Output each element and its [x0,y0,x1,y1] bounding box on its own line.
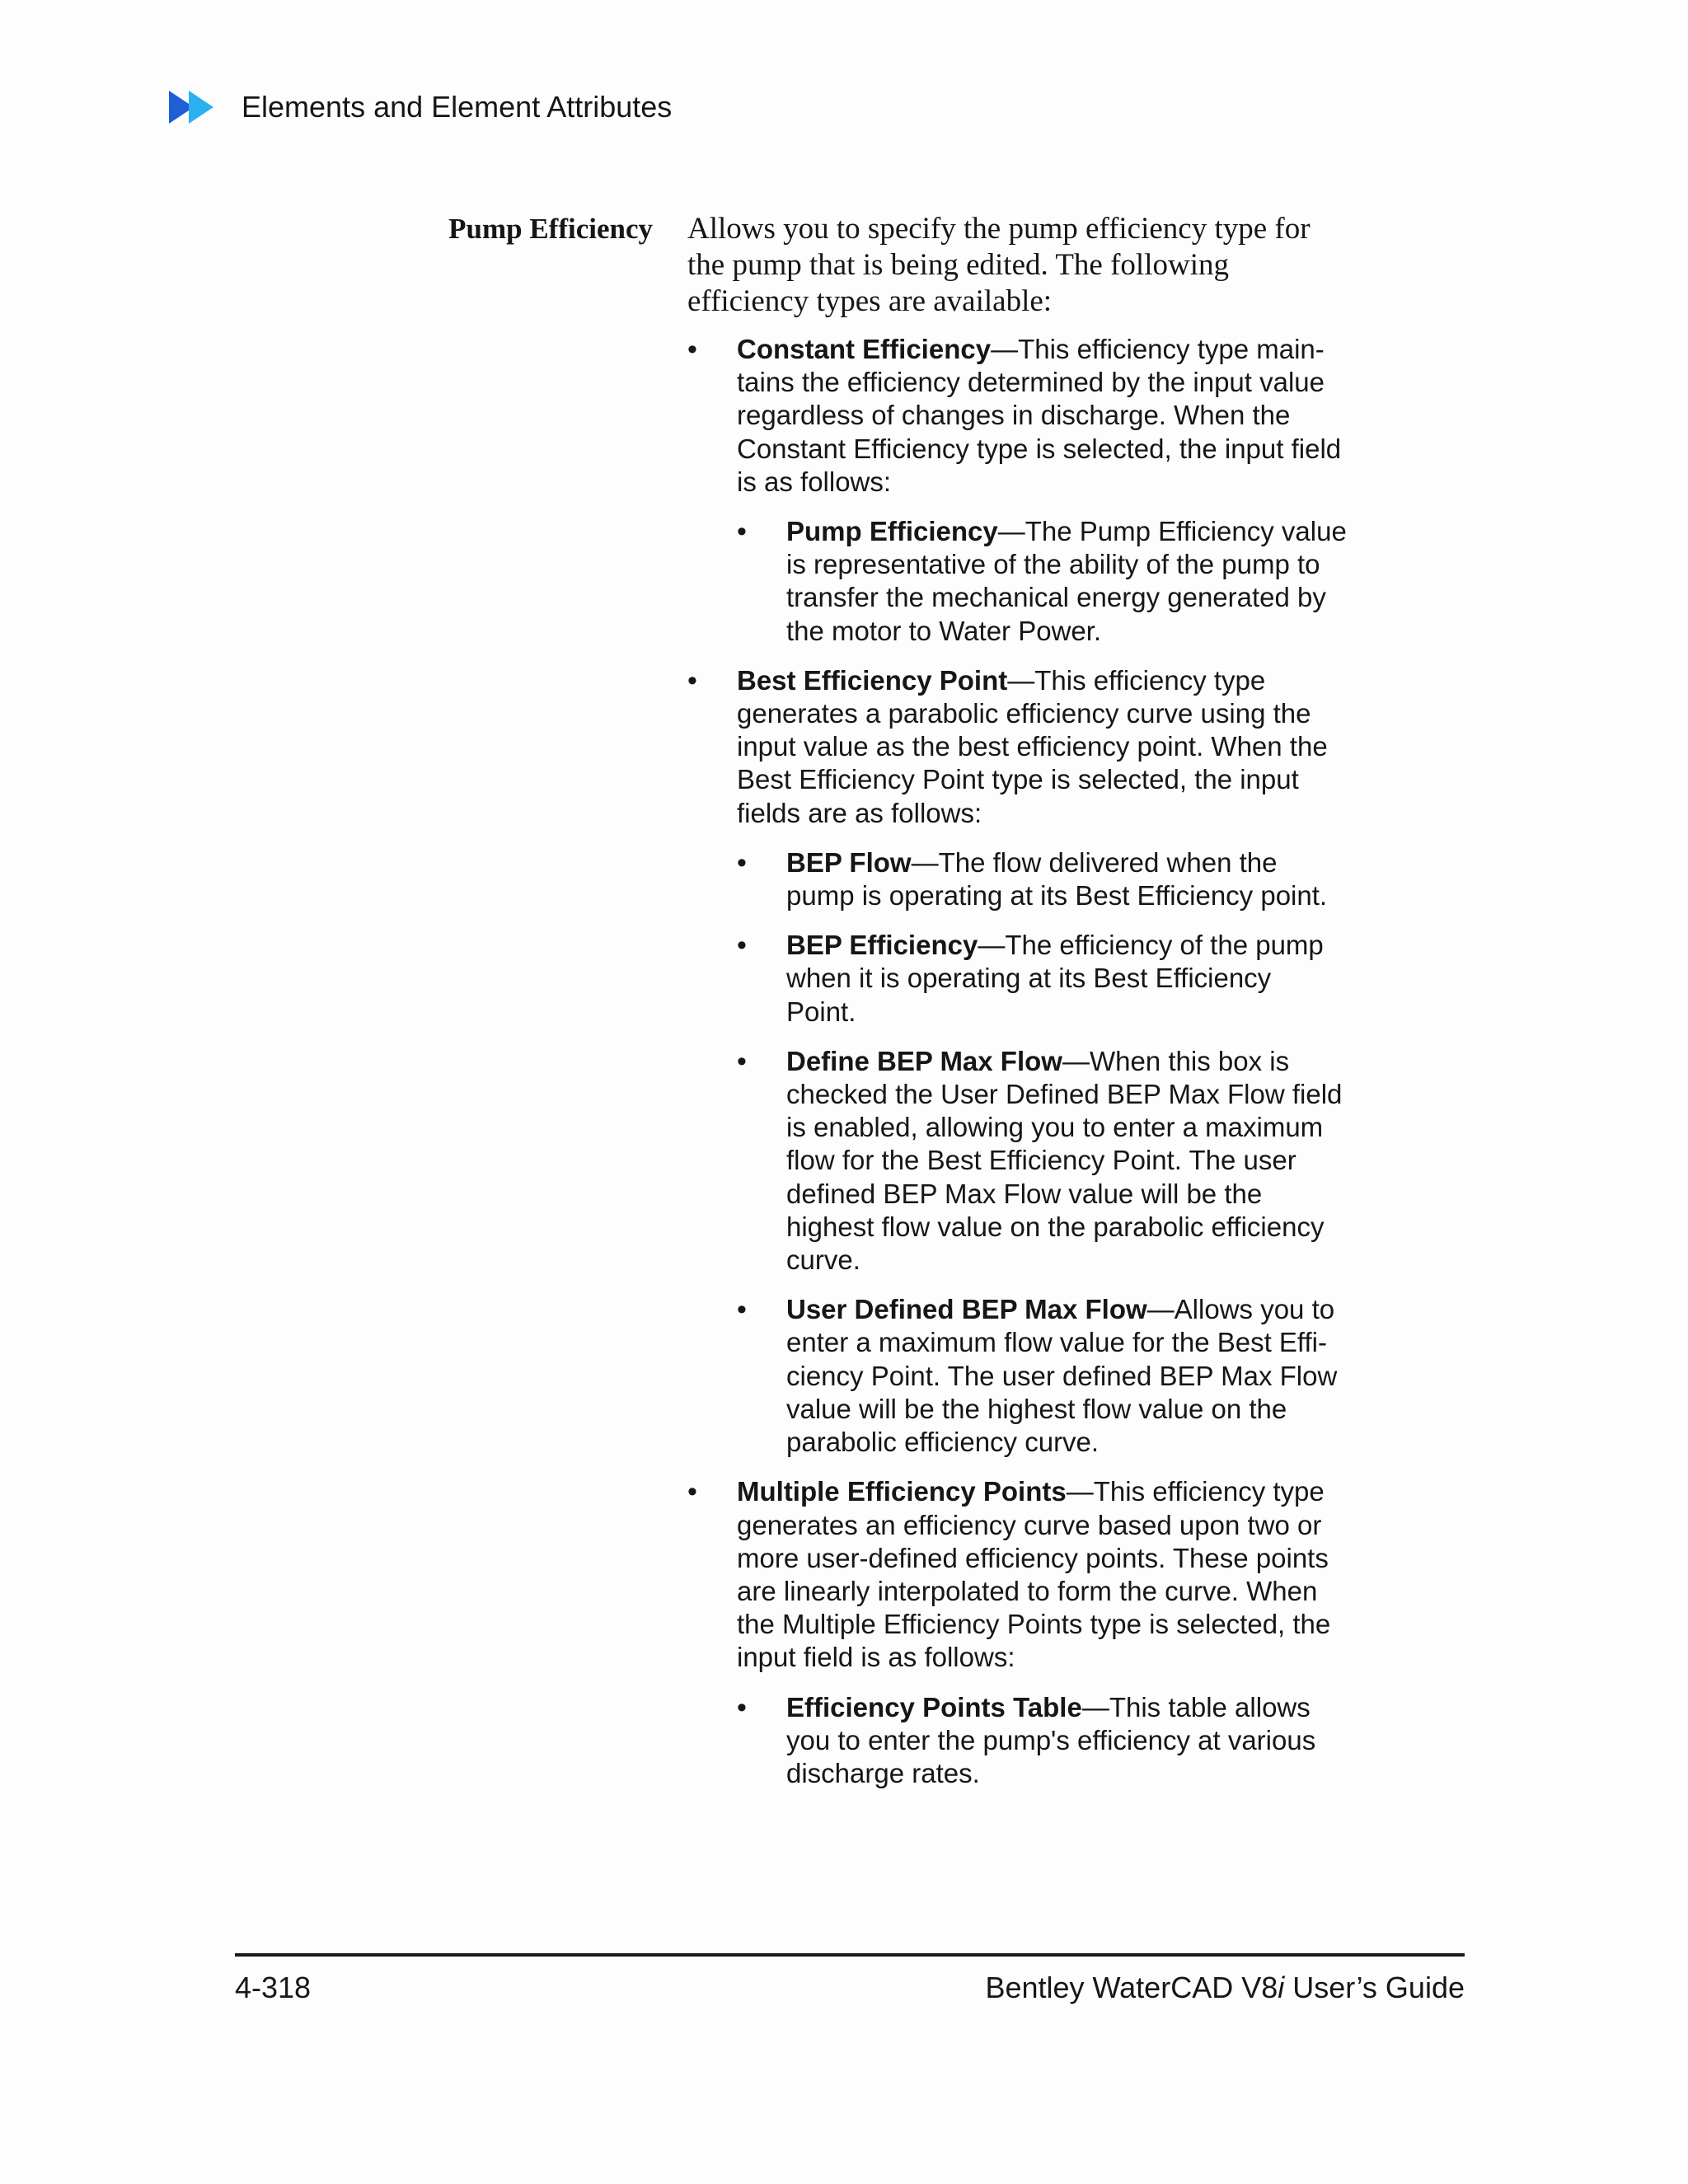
list-item [687,333,1347,648]
page-number: 4-318 [235,1971,312,2004]
list-item-label: BEP Efficiency [786,930,978,961]
list-item-description: —This efficiency type main-tains the efficiency determined by the input value regardless of changes in discharge. When the Constant Efficiency type is selected, the input field is as follows: [737,334,1342,497]
list-item-description: —When this box is checked the User Defined BEP Max Flow field is enabled, allowing you to enter a maximum flow for the Best Efficiency Point. The user defined BEP Max Flow value will be the highest flow value on the parabolic efficiency curve. [786,1045,1343,1276]
list-item-text [786,1045,1347,1277]
footer-rule [235,1953,1465,1957]
sub-list [737,515,1347,648]
bullet-icon: • [687,1476,697,1508]
bullet-icon: • [737,516,747,548]
list-item-body [786,515,1347,648]
sub-list-item [737,929,1347,1029]
list-item [687,1475,1347,1790]
list-item-description: —The Pump Efficiency value is representative of the ability of the pump to transfer the mechanical energy generated by the motor to Water Power. [786,516,1347,646]
sub-list-item [737,1045,1347,1277]
bullet-icon: • [737,1294,747,1326]
list-item-body [786,929,1347,1029]
list-item-description: —The flow delivered when the pump is operating at its Best Efficiency point. [786,846,1328,912]
list-item-description: —This efficiency type generates an efficiency curve based upon two or more user-defined efficiency points. These points are linearly interpolated to form the curve. When the Multiple Efficiency Points type is selected, the input field is as follows: [737,1476,1331,1673]
bullet-icon: • [737,930,747,962]
bullet-icon: • [737,1045,747,1077]
intro-paragraph: Allows you to specify the pump efficiency type for the pump that is being edited. The following efficiency types are available: [687,212,1311,318]
list-item-body [737,333,1347,648]
list-item-label: Best Efficiency Point [737,664,1008,696]
list-item-description: —Allows you to enter a maximum flow value for the Best Effi-ciency Point. The user defined BEP Max Flow value will be the highest flow value on the parabolic efficiency curve. [786,1294,1338,1458]
list-item-label: Define BEP Max Flow [786,1045,1062,1076]
guide-title-italic: i [1278,1971,1285,2004]
list-item-body [786,846,1347,912]
list-item-body [786,1045,1347,1277]
list-item [687,664,1347,1459]
guide-title-suffix: User’s Guide [1284,1971,1465,2004]
page-header [169,89,672,125]
sub-list [737,846,1347,1459]
bullet-icon: • [687,334,697,365]
list-item-text [786,1293,1347,1459]
list-item-body [737,1475,1347,1790]
bullet-icon: • [687,664,697,696]
sub-list-item [737,1293,1347,1459]
list-item-text [737,333,1347,499]
section-title: Elements and Element Attributes [241,90,673,124]
list-item-label: User Defined BEP Max Flow [786,1294,1147,1325]
sub-list [737,1691,1347,1791]
definition-body [687,211,1347,1807]
bullet-icon: • [737,1691,747,1723]
guide-title [985,1970,1465,2006]
list-item-label: Efficiency Points Table [786,1691,1082,1722]
guide-title-prefix: Bentley WaterCAD V8 [985,1971,1278,2004]
list-item-text [737,664,1347,830]
list-item-body [786,1691,1347,1791]
bullet-icon: • [737,846,747,879]
sub-list-item [737,515,1347,648]
list-item-text [786,515,1347,648]
term-label: Pump Efficiency [448,213,653,245]
sub-list-item [737,1691,1347,1791]
list-item-label: Constant Efficiency [737,334,992,364]
list-item-text [737,1475,1347,1674]
efficiency-type-list [687,333,1347,1790]
list-item-text [786,1691,1347,1791]
list-item-description: —This table allows you to enter the pump's efficiency at various discharge rates. [786,1691,1316,1788]
list-item-label: Multiple Efficiency Points [737,1476,1067,1507]
list-item-description: —This efficiency type generates a parabolic efficiency curve using the input value as the best efficiency point. When the Best Efficiency Point type is selected, the input fields are as follows: [737,664,1328,828]
list-item-label: Pump Efficiency [786,516,998,547]
list-item-body [737,664,1347,1459]
list-item-label: BEP Flow [786,846,912,878]
list-item-body [786,1293,1347,1459]
list-item-text [786,846,1347,912]
list-item-description: —The efficiency of the pump when it is operating at its Best Efficiency Point. [786,930,1324,1027]
sub-list-item [737,846,1347,912]
list-item-text [786,929,1347,1029]
double-chevron-icon [169,89,223,125]
